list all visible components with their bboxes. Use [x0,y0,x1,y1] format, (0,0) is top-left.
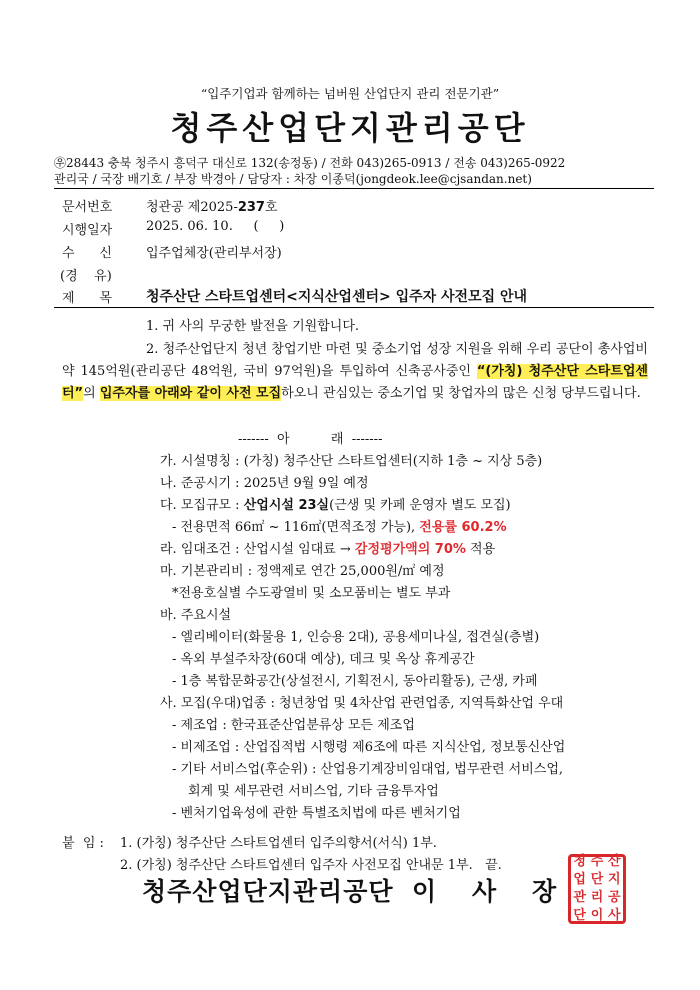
rent-red: 감정평가액의 70% [354,542,466,557]
item-da: 다. 모집규모 : 산업시설 23실(근생 및 카페 운영자 별도 모집) [160,498,511,513]
recruitment-highlight: 입주자를 아래와 같이 사전 모집 [99,386,282,401]
seal-glyph: 청 [573,854,586,869]
subject-label: 제 목 [62,291,112,306]
item-sa: 사. 모집(우대)업종 : 청년창업 및 4차산업 관련업종, 지역특화산업 우대 [160,696,564,711]
item-sa-2: - 비제조업 : 산업집적법 시행령 제6조에 따른 지식산업, 정보통신산업 [172,740,566,755]
seal-glyph: 단 [573,908,586,923]
item-ba-3: - 1층 복합문화공간(상설전시, 기획전시, 동아리활동), 근생, 카페 [172,674,538,689]
subject-value: 청주산단 스타트업센터<지식산업센터> 입주자 사전모집 안내 [146,289,528,305]
item-da-sub: - 전용면적 66㎡ ~ 116㎡(면적조정 가능), 전용률 60.2% [172,520,507,535]
address-line: ㉾28443 충북 청주시 흥덕구 대신로 132(송정동) / 전화 043)265-0913 / 전송 043)265-0922 [54,156,566,170]
seal-glyph: 공 [608,890,621,905]
paragraph-2: 2. 청주산업단지 청년 창업기반 마련 및 중소기업 성장 지원을 위해 우리 공단이 총사업비 약 145억원(관리공단 48억원, 국비 97억원)을 투입하여 신축공사중인 “(가칭) 청주산단 스타트업센터”의 입주자를 아래와 같이 사전 모집하오니 관심있는 중소기업 및 창업자의 많은 신청 당부드립니다. [62,342,648,401]
center-name-highlight: “(가칭) 청주산단 스타트업센터” [62,364,648,401]
item-sa-1: - 제조업 : 한국표준산업분류상 모든 제조업 [172,718,415,733]
item-ma: 마. 기본관리비 : 정액제로 연간 25,000원/㎡ 예정 [160,564,445,579]
item-sa-4: - 벤처기업육성에 관한 특별조치법에 따른 벤처기업 [172,806,461,821]
doc-no-value: 청관공 제2025-237호 [146,200,278,215]
attachment-1: 1. (가칭) 청주산단 스타트업센터 입주의향서(서식) 1부. [120,836,437,851]
recipient-label: 수 신 [62,246,112,261]
signature-title-3: 장 [532,877,557,906]
header-divider [54,188,654,189]
subject-divider [54,307,654,308]
item-ba-1: - 엘리베이터(화물용 1, 인승용 2대), 공용세미나실, 접견실(층별) [172,630,540,645]
attachments-label: 붙 임 : [62,836,104,851]
doc-no-number: 237 [237,200,265,215]
item-na: 나. 준공시기 : 2025년 9월 9일 예정 [160,476,369,491]
via-label: (경 유) [60,269,112,284]
signature-title-2: 사 [472,877,497,906]
staff-line: 관리국 / 국장 배기호 / 부장 박경아 / 담당자 : 차장 이종덕(jongdeok.lee@cjsandan.net) [54,172,532,186]
recipient-value: 입주업체장(관리부서장) [146,246,282,261]
seal-glyph: 사 [608,908,621,923]
official-seal [568,854,626,924]
seal-glyph: 지 [608,872,621,887]
seal-glyph: 산 [608,854,621,869]
ratio-red: 전용률 60.2% [419,520,507,535]
item-ga: 가. 시설명칭 : (가칭) 청주산단 스타트업센터(지하 1층 ~ 지상 5층) [160,454,543,469]
seal-glyph: 리 [590,890,604,905]
signature-org: 청주산업단지관리공단 [142,877,394,906]
seal-glyph: 이 [590,908,604,923]
attachment-2: 2. (가칭) 청주산단 스타트업센터 입주자 사전모집 안내문 1부. 끝. [120,858,502,873]
seal-glyph: 주 [590,854,604,869]
item-sa-3-cont: 회계 및 세무관련 서비스업, 기타 금융투자업 [188,784,439,799]
item-sa-3: - 기타 서비스업(후순위) : 산업용기계장비임대업, 법무관련 서비스업, [172,762,564,777]
item-ba-2: - 옥외 부설주차장(60대 예상), 데크 및 옥상 휴게공간 [172,652,475,667]
doc-no-label: 문서번호 [62,200,113,215]
slogan: “입주기업과 함께하는 넘버원 산업단지 관리 전문기관” [200,86,500,101]
paragraph-1: 1. 귀 사의 무궁한 발전을 기원합니다. [146,319,360,334]
item-ra: 라. 임대조건 : 산업시설 임대료 → 감정평가액의 70% 적용 [160,542,496,557]
item-ba: 바. 주요시설 [160,608,232,623]
org-title: 청주산업단지관리공단 [170,109,530,147]
date-label: 시행일자 [62,223,113,238]
seal-glyph: 관 [573,890,586,905]
signature-title-1: 이 [412,877,437,906]
item-ma-note: *전용호실별 수도광열비 및 소모품비는 별도 부과 [172,586,451,601]
date-value: 2025. 06. 10. ( ) [146,219,285,234]
seal-glyph: 업 [573,872,586,887]
below-title: ------- 아 래 ------- [238,432,383,447]
seal-glyph: 단 [590,872,604,887]
